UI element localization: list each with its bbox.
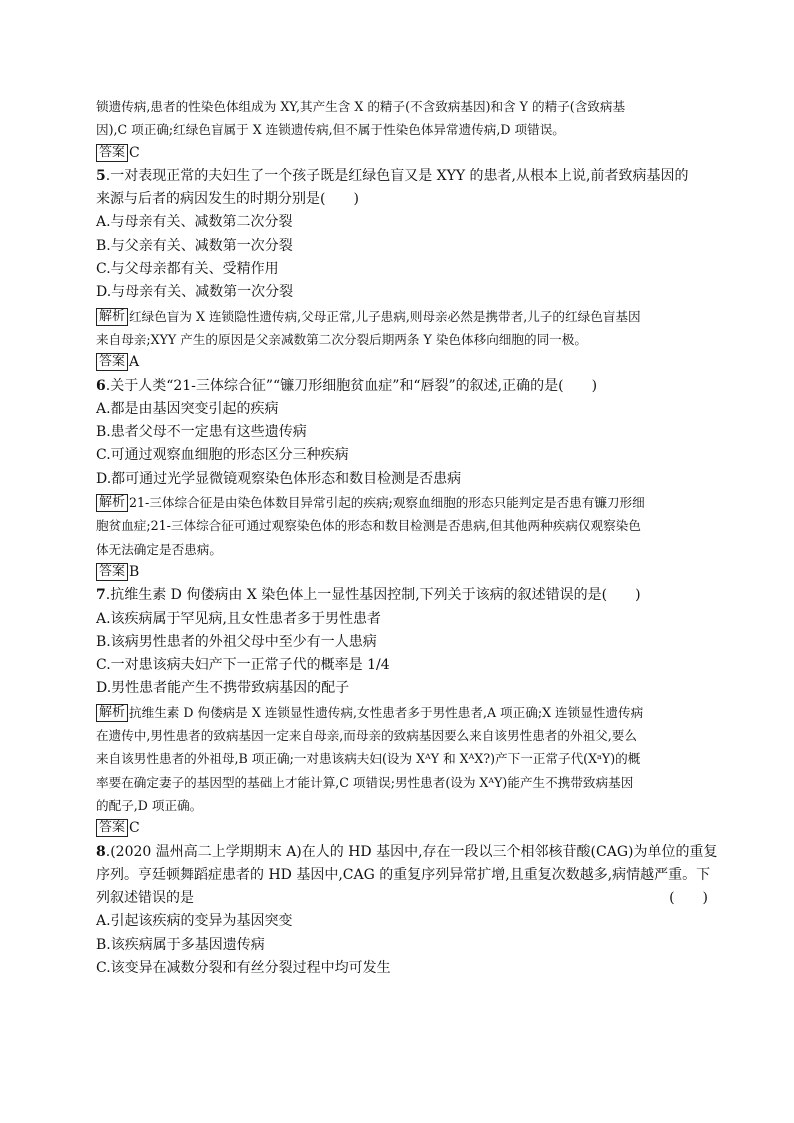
text-line: C.该变异在减数分裂和有丝分裂过程中均可发生 — [96, 959, 391, 976]
answer-value: C — [129, 820, 140, 837]
text-line: D.与母亲有关、减数第一次分裂 — [96, 284, 294, 301]
question-number: 5 — [96, 167, 106, 184]
analysis-line: 在遗传中,男性患者的致病基因一定来自母亲,而母亲的致病基因要么来自该男性患者的外祖父,要么 — [96, 728, 637, 744]
answer-paren: ( ) — [669, 890, 708, 907]
question-stem — [96, 841, 718, 864]
analysis-tag: 解析 — [96, 704, 128, 722]
analysis-first-line — [96, 305, 708, 328]
analysis-line: 体无法确定是否患病。 — [96, 541, 222, 557]
text-line: B.与父亲有关、减数第一次分裂 — [96, 237, 293, 254]
answer-tag: 答案 — [96, 144, 128, 162]
question-stem — [96, 165, 708, 188]
analysis-tag: 解析 — [96, 308, 128, 326]
answer-line — [96, 351, 708, 374]
analysis-line: 来自该男性患者的外祖母,B 项正确;一对患该病夫妇(设为 XᴬY 和 XᴬX?)产下一正常子代(XᵃY)的概 — [96, 751, 641, 767]
answer-value: A — [129, 354, 140, 371]
question-text: .抗维生素 D 佝偻病由 X 染色体上一显性基因控制,下列关于该病的叙述错误的是( ) — [105, 587, 641, 604]
text-line: A.该疾病属于罕见病,且女性患者多于男性患者 — [96, 610, 382, 627]
question-text: .(2020 温州高二上学期期末 A)在人的 HD 基因中,存在一段以三个相邻核苷酸(CAG)为单位的重复 — [105, 843, 718, 860]
analysis-tag: 解析 — [96, 494, 128, 512]
text-line: C.一对患该病夫妇产下一正常子代的概率是 1/4 — [96, 657, 390, 674]
answer-value: B — [129, 563, 140, 580]
analysis-line: 因),C 项正确;红绿色盲属于 X 连锁遗传病,但不属于性染色体异常遗传病,D 项错误。 — [96, 122, 565, 138]
text-line: B.该病男性患者的外祖父母中至少有一人患病 — [96, 633, 377, 650]
question-stem — [96, 375, 708, 398]
question-number: 6 — [96, 377, 106, 394]
answer-line — [96, 817, 708, 840]
analysis-text: 抗维生素 D 佝偻病是 X 连锁显性遗传病,女性患者多于男性患者,A 项正确;X 连锁显性遗传病 — [129, 704, 644, 720]
text-line: A.与母亲有关、减数第二次分裂 — [96, 214, 293, 231]
answer-value: C — [129, 144, 140, 161]
analysis-line: 来自母亲;XYY 产生的原因是父亲减数第二次分裂后期两条 Y 染色体移向细胞的同一极。 — [96, 331, 587, 347]
text-line: C.与父母亲都有关、受精作用 — [96, 261, 279, 278]
answer-line — [96, 561, 708, 584]
analysis-line: 的配子,D 项正确。 — [96, 797, 203, 813]
question-stem — [96, 584, 708, 607]
analysis-line: 锁遗传病,患者的性染色体组成为 XY,其产生含 X 的精子(不含致病基因)和含 Y 的精子(含致病基 — [96, 99, 626, 114]
analysis-text: 红绿色盲为 X 连锁隐性遗传病,父母正常,儿子患病,则母亲必然是携带者,儿子的红绿色盲基因 — [129, 308, 641, 324]
text-line: C.可通过观察血细胞的形态区分三种疾病 — [96, 447, 349, 464]
question-text: .一对表现正常的夫妇生了一个孩子既是红绿色盲又是 XYY 的患者,从根本上说,前者致病基因的 — [105, 167, 689, 184]
analysis-first-line — [96, 491, 708, 514]
analysis-first-line — [96, 701, 708, 724]
text-line: 序列。亨廷顿舞蹈症患者的 HD 基因中,CAG 的重复序列异常扩增,且重复次数越多,病情越严重。下 — [96, 866, 711, 883]
text-line: A.引起该疾病的变异为基因突变 — [96, 913, 293, 930]
text-line: B.患者父母不一定患有这些遗传病 — [96, 424, 307, 441]
analysis-line: 率要在确定妻子的基因型的基础上才能计算,C 项错误;男性患者(设为 XᴬY)能产生不携带致病基因 — [96, 774, 634, 790]
text-line: B.该疾病属于多基因遗传病 — [96, 936, 265, 953]
answer-tag: 答案 — [96, 353, 128, 371]
analysis-line: 胞贫血症;21-三体综合征可通过观察染色体的形态和数目检测是否患病,但其他两种疾病仅观察染色 — [96, 518, 641, 534]
question-text: 列叙述错误的是 — [96, 890, 194, 907]
question-number: 8 — [96, 843, 106, 860]
text-line: D.都可通过光学显微镜观察染色体形态和数目检测是否患病 — [96, 470, 462, 487]
text-line: 来源与后者的病因发生的时期分别是( ) — [96, 191, 359, 208]
answer-line — [96, 142, 708, 165]
question-number: 7 — [96, 587, 106, 604]
document-page — [96, 95, 718, 980]
text-line: D.男性患者能产生不携带致病基因的配子 — [96, 680, 350, 697]
answer-tag: 答案 — [96, 563, 128, 581]
analysis-text: 21-三体综合征是由染色体数目异常引起的疾病;观察血细胞的形态只能判定是否患有镰刀形细 — [129, 495, 645, 511]
answer-tag: 答案 — [96, 819, 128, 837]
question-stem-end — [96, 887, 708, 910]
text-line: A.都是由基因突变引起的疾病 — [96, 400, 279, 417]
question-text: .关于人类“21-三体综合征”“镰刀形细胞贫血症”和“唇裂”的叙述,正确的是( ) — [105, 377, 598, 394]
